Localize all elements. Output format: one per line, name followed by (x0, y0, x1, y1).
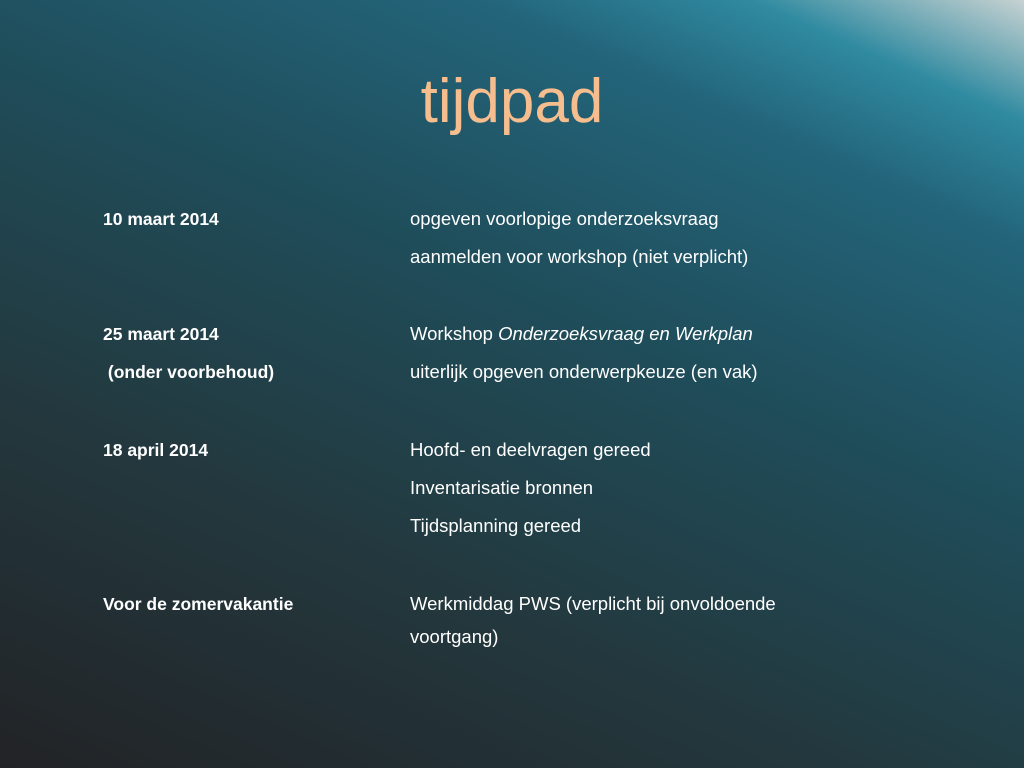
entry-task: Werkmiddag PWS (verplicht bij onvoldoende voortgang) (410, 593, 776, 647)
entry-date-line: 10 maart 2014 (103, 209, 219, 229)
entry-date (103, 437, 208, 475)
entry-tasks (410, 437, 651, 551)
entry-date-line: 25 maart 2014 (103, 324, 219, 344)
entry-tasks (410, 206, 748, 282)
entry-date-line: Voor de zomervakantie (103, 594, 294, 614)
entry-task: uiterlijk opgeven onderwerpkeuze (en vak) (410, 361, 758, 382)
entry-task: Inventarisatie bronnen (410, 477, 594, 498)
entry-task: Hoofd- en deelvragen gereed (410, 439, 651, 460)
entry-date-line: 18 april 2014 (103, 440, 209, 460)
entry-task-prefix: Workshop (410, 323, 499, 344)
entry-date (103, 591, 293, 629)
entry-date-note: (onder voorbehoud) (103, 362, 275, 382)
slide-title: tijdpad (420, 67, 604, 136)
entry-task: Tijdsplanning gereed (410, 515, 582, 536)
entry-task: opgeven voorlopige onderzoeksvraag (410, 208, 719, 229)
entry-tasks (410, 321, 758, 397)
entry-date (103, 321, 274, 397)
entry-tasks (410, 587, 850, 653)
entry-task: aanmelden voor workshop (niet verplicht) (410, 246, 749, 267)
entry-task (410, 321, 758, 359)
entry-task-italic: Onderzoeksvraag en Werkplan (498, 323, 753, 344)
entry-date (103, 206, 219, 244)
